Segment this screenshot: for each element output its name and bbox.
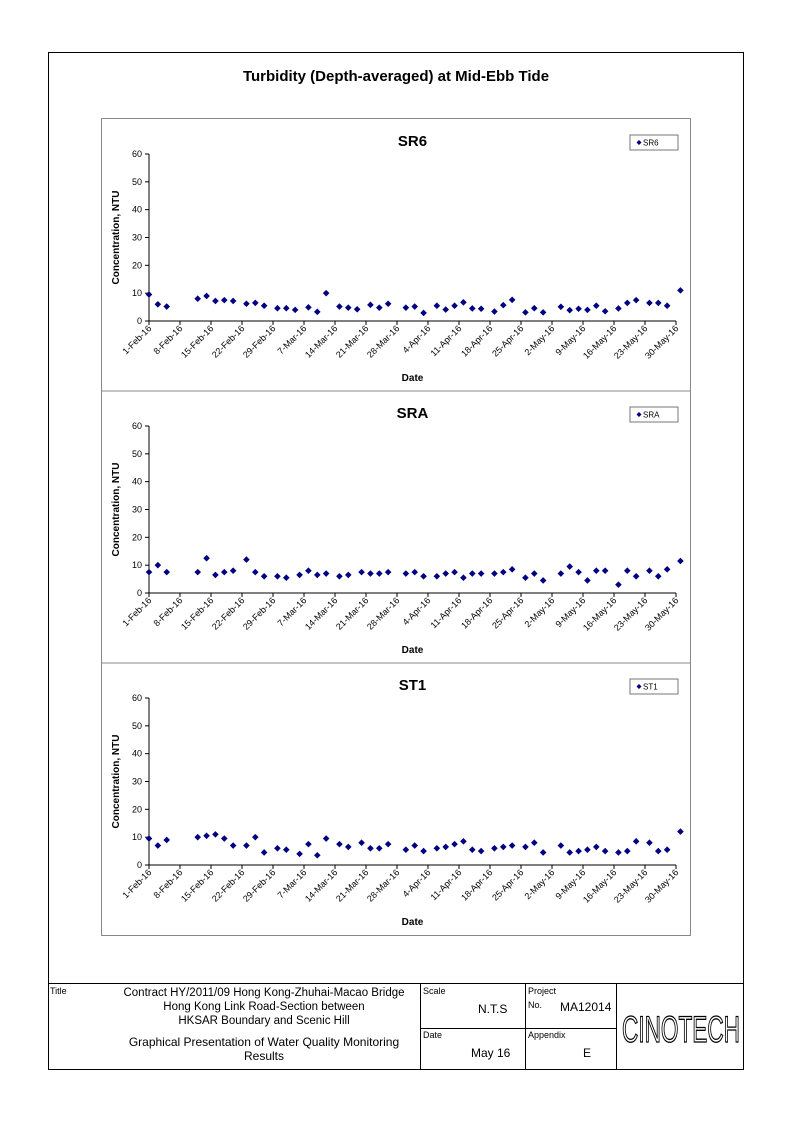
data-point <box>194 834 201 841</box>
data-point <box>677 287 684 294</box>
y-tick-label: 30 <box>131 776 142 787</box>
data-point <box>584 307 591 314</box>
data-point <box>376 570 383 577</box>
data-point <box>500 569 507 576</box>
x-tick-label: 1-Feb-16 <box>120 595 154 629</box>
data-point <box>522 574 529 581</box>
x-tick-label: 18-Apr-16 <box>459 323 495 359</box>
data-point <box>274 845 281 852</box>
chart-st1 <box>102 663 690 928</box>
data-point <box>566 849 573 856</box>
x-tick-label: 21-Mar-16 <box>333 867 371 904</box>
data-point <box>500 844 507 851</box>
data-point <box>305 567 312 574</box>
y-tick-label: 40 <box>131 476 142 487</box>
data-point <box>478 570 485 577</box>
data-point <box>403 304 410 311</box>
data-point <box>615 581 622 588</box>
x-tick-label: 22-Feb-16 <box>209 867 247 904</box>
x-tick-label: 9-May-16 <box>553 323 588 358</box>
x-tick-label: 18-Apr-16 <box>459 595 495 631</box>
y-tick-label: 10 <box>131 288 142 299</box>
data-point <box>261 302 268 309</box>
x-tick-label: 15-Feb-16 <box>178 867 216 904</box>
scale-value: N.T.S <box>478 1002 508 1016</box>
x-tick-label: 30-May-16 <box>642 595 681 633</box>
data-point <box>460 299 467 306</box>
data-point <box>434 573 441 580</box>
project-no-label: No. <box>528 1000 543 1010</box>
data-point <box>323 570 330 577</box>
data-point <box>442 306 449 313</box>
x-tick-label: 14-Mar-16 <box>302 595 340 632</box>
x-tick-label: 4-Apr-16 <box>400 867 433 900</box>
description-line: Results <box>243 1049 284 1063</box>
data-point <box>500 302 507 309</box>
date-value: May 16 <box>471 1046 511 1060</box>
chart-title: SRA <box>396 405 429 422</box>
chart-title: SR6 <box>397 133 428 150</box>
y-tick-label: 0 <box>136 316 142 326</box>
title-label: Title <box>50 986 67 996</box>
y-tick-label: 20 <box>131 804 142 815</box>
data-point <box>646 839 653 846</box>
x-tick-label: 2-May-16 <box>522 323 557 358</box>
x-tick-label: 14-Mar-16 <box>302 867 340 904</box>
y-tick-label: 40 <box>131 748 142 759</box>
y-tick-label: 20 <box>131 260 142 271</box>
x-tick-label: 23-May-16 <box>611 323 650 361</box>
y-tick-label: 40 <box>131 204 142 215</box>
x-tick-label: 1-Feb-16 <box>120 323 154 357</box>
scale-label: Scale <box>423 986 446 996</box>
x-tick-label: 29-Feb-16 <box>240 595 278 632</box>
logo-text: CINOTECH <box>622 1009 740 1050</box>
data-point <box>221 297 228 304</box>
data-point <box>323 290 330 297</box>
y-tick-label: 50 <box>131 448 142 459</box>
data-point <box>345 304 352 311</box>
x-tick-label: 15-Feb-16 <box>178 595 216 632</box>
data-point <box>540 309 547 316</box>
x-tick-label: 14-Mar-16 <box>302 323 340 360</box>
x-tick-label: 30-May-16 <box>642 867 681 905</box>
data-point <box>434 302 441 309</box>
y-tick-label: 0 <box>136 860 142 870</box>
data-point <box>155 301 162 308</box>
x-tick-label: 1-Feb-16 <box>120 867 154 901</box>
x-tick-label: 15-Feb-16 <box>178 323 216 360</box>
data-point <box>367 570 374 577</box>
y-tick-label: 30 <box>131 504 142 515</box>
data-point <box>469 305 476 312</box>
legend-label: SR6 <box>643 138 659 148</box>
data-point <box>451 569 458 576</box>
y-tick-label: 50 <box>131 720 142 731</box>
data-point <box>305 841 312 848</box>
data-point <box>531 570 538 577</box>
data-point <box>274 573 281 580</box>
x-tick-label: 11-Apr-16 <box>428 323 464 359</box>
data-point <box>566 563 573 570</box>
data-point <box>420 573 427 580</box>
appendix-label: Appendix <box>528 1030 566 1040</box>
data-point <box>163 569 170 576</box>
data-point <box>385 841 392 848</box>
data-point <box>633 297 640 304</box>
y-tick-label: 50 <box>131 176 142 187</box>
data-point <box>212 298 219 305</box>
y-axis-label: Concentration, NTU <box>111 734 122 829</box>
x-tick-label: 23-May-16 <box>611 867 650 905</box>
title-line: Hong Kong Link Road-Section between <box>163 1001 365 1013</box>
data-point <box>212 572 219 579</box>
charts-panel <box>101 118 691 936</box>
data-point <box>212 831 219 838</box>
x-tick-label: 22-Feb-16 <box>209 323 247 360</box>
data-point <box>646 567 653 574</box>
x-tick-label: 28-Mar-16 <box>364 867 402 904</box>
data-point <box>203 832 210 839</box>
data-point <box>283 305 290 312</box>
title-text <box>108 986 420 1028</box>
data-point <box>478 848 485 855</box>
x-tick-label: 16-May-16 <box>580 323 619 361</box>
data-point <box>230 298 237 305</box>
x-tick-label: 21-Mar-16 <box>333 595 371 632</box>
project-no-value: MA12014 <box>560 1000 612 1014</box>
data-point <box>615 305 622 312</box>
data-point <box>633 838 640 845</box>
data-point <box>491 570 498 577</box>
data-point <box>531 839 538 846</box>
x-tick-label: 25-Apr-16 <box>490 595 526 631</box>
y-tick-label: 30 <box>131 232 142 243</box>
data-point <box>442 844 449 851</box>
data-point <box>420 310 427 317</box>
data-point <box>558 304 565 311</box>
data-point <box>451 302 458 309</box>
data-point <box>261 573 268 580</box>
data-point <box>336 573 343 580</box>
data-point <box>314 572 321 579</box>
data-point <box>336 841 343 848</box>
data-point <box>336 303 343 310</box>
data-point <box>478 305 485 312</box>
x-tick-label: 29-Feb-16 <box>240 323 278 360</box>
data-point <box>442 570 449 577</box>
data-point <box>624 300 631 307</box>
data-point <box>403 570 410 577</box>
data-point <box>203 293 210 300</box>
data-point <box>367 302 374 309</box>
data-point <box>677 828 684 835</box>
x-tick-label: 29-Feb-16 <box>240 867 278 904</box>
data-point <box>345 844 352 851</box>
x-tick-label: 8-Feb-16 <box>151 323 185 357</box>
project-label: Project <box>528 986 557 996</box>
data-point <box>411 303 418 310</box>
x-tick-label: 25-Apr-16 <box>490 323 526 359</box>
chart-title: ST1 <box>398 677 427 694</box>
data-point <box>602 848 609 855</box>
data-point <box>558 842 565 849</box>
data-point <box>655 300 662 307</box>
data-point <box>593 567 600 574</box>
data-point <box>385 569 392 576</box>
data-point <box>203 555 210 562</box>
data-point <box>602 567 609 574</box>
data-point <box>460 574 467 581</box>
title-block <box>48 983 744 1070</box>
data-point <box>358 569 365 576</box>
data-point <box>602 308 609 315</box>
data-point <box>155 842 162 849</box>
x-tick-label: 21-Mar-16 <box>333 323 371 360</box>
data-point <box>531 305 538 312</box>
cinotech-logo <box>620 1000 742 1056</box>
data-point <box>451 841 458 848</box>
x-tick-label: 16-May-16 <box>580 595 619 633</box>
data-point <box>155 562 162 569</box>
data-point <box>509 297 516 304</box>
y-tick-label: 20 <box>131 532 142 543</box>
y-tick-label: 60 <box>131 149 142 159</box>
data-point <box>403 846 410 853</box>
data-point <box>296 851 303 858</box>
data-point <box>367 845 374 852</box>
data-point <box>243 842 250 849</box>
data-point <box>323 835 330 842</box>
data-point <box>664 566 671 573</box>
x-tick-label: 7-Mar-16 <box>275 323 309 357</box>
data-point <box>615 849 622 856</box>
data-point <box>469 570 476 577</box>
chart-sra <box>102 391 690 656</box>
data-point <box>296 572 303 579</box>
data-point <box>420 848 427 855</box>
x-tick-label: 7-Mar-16 <box>275 867 309 901</box>
chart-sr6 <box>111 133 684 384</box>
data-point <box>146 291 153 298</box>
data-point <box>664 846 671 853</box>
data-point <box>540 577 547 584</box>
data-point <box>575 848 582 855</box>
x-tick-label: 2-May-16 <box>522 867 557 902</box>
x-axis-label: Date <box>401 917 424 928</box>
data-point <box>274 305 281 312</box>
data-point <box>194 569 201 576</box>
data-point <box>491 845 498 852</box>
data-point <box>491 308 498 315</box>
x-tick-label: 9-May-16 <box>553 595 588 630</box>
x-tick-label: 7-Mar-16 <box>275 595 309 629</box>
x-axis-label: Date <box>401 373 424 384</box>
data-point <box>584 846 591 853</box>
x-tick-label: 8-Feb-16 <box>151 595 185 629</box>
data-point <box>593 302 600 309</box>
y-tick-label: 60 <box>131 693 142 703</box>
y-tick-label: 0 <box>136 588 142 598</box>
x-tick-label: 4-Apr-16 <box>400 323 433 356</box>
legend-label: ST1 <box>643 682 658 692</box>
data-point <box>593 844 600 851</box>
data-point <box>146 835 153 842</box>
data-point <box>252 569 259 576</box>
x-tick-label: 8-Feb-16 <box>151 867 185 901</box>
x-tick-label: 11-Apr-16 <box>428 867 464 903</box>
data-point <box>163 303 170 310</box>
data-point <box>376 304 383 311</box>
data-point <box>655 848 662 855</box>
data-point <box>522 844 529 851</box>
data-point <box>411 569 418 576</box>
data-point <box>146 569 153 576</box>
description-line: Graphical Presentation of Water Quality Monitoring <box>128 1035 400 1049</box>
data-point <box>509 566 516 573</box>
data-point <box>411 842 418 849</box>
data-point <box>385 300 392 307</box>
appendix-value: E <box>583 1046 592 1060</box>
data-point <box>664 302 671 309</box>
data-point <box>469 846 476 853</box>
data-point <box>540 849 547 856</box>
data-point <box>646 300 653 307</box>
data-point <box>677 558 684 565</box>
x-tick-label: 18-Apr-16 <box>459 867 495 903</box>
data-point <box>624 567 631 574</box>
charts-svg <box>102 119 690 935</box>
x-tick-label: 28-Mar-16 <box>364 595 402 632</box>
x-tick-label: 23-May-16 <box>611 595 650 633</box>
data-point <box>230 567 237 574</box>
data-point <box>252 300 259 307</box>
data-point <box>575 305 582 312</box>
page-title: Turbidity (Depth-averaged) at Mid-Ebb Tide <box>242 68 550 85</box>
data-point <box>243 300 250 307</box>
y-axis-label: Concentration, NTU <box>111 190 122 285</box>
data-point <box>252 834 259 841</box>
data-point <box>163 837 170 844</box>
data-point <box>345 572 352 579</box>
data-point <box>261 849 268 856</box>
x-tick-label: 22-Feb-16 <box>209 595 247 632</box>
data-point <box>221 835 228 842</box>
data-point <box>243 556 250 563</box>
data-point <box>558 570 565 577</box>
legend-label: SRA <box>643 410 660 420</box>
data-point <box>305 304 312 311</box>
y-tick-label: 10 <box>131 832 142 843</box>
x-tick-label: 2-May-16 <box>522 595 557 630</box>
data-point <box>575 569 582 576</box>
data-point <box>376 845 383 852</box>
x-tick-label: 11-Apr-16 <box>428 595 464 631</box>
data-point <box>354 306 361 313</box>
data-point <box>314 309 321 316</box>
x-axis-label: Date <box>401 645 424 656</box>
x-tick-label: 16-May-16 <box>580 867 619 905</box>
data-point <box>283 846 290 853</box>
y-tick-label: 10 <box>131 560 142 571</box>
data-point <box>230 842 237 849</box>
title-line: HKSAR Boundary and Scenic Hill <box>178 1015 350 1027</box>
y-axis-label: Concentration, NTU <box>111 462 122 557</box>
description-text <box>108 1035 420 1063</box>
date-label: Date <box>423 1030 443 1040</box>
data-point <box>194 295 201 302</box>
data-point <box>314 852 321 859</box>
x-tick-label: 25-Apr-16 <box>490 867 526 903</box>
data-point <box>460 838 467 845</box>
data-point <box>434 845 441 852</box>
data-point <box>633 573 640 580</box>
data-point <box>522 309 529 316</box>
x-tick-label: 30-May-16 <box>642 323 681 361</box>
data-point <box>566 307 573 314</box>
data-point <box>624 848 631 855</box>
x-tick-label: 9-May-16 <box>553 867 588 902</box>
data-point <box>655 573 662 580</box>
y-tick-label: 60 <box>131 421 142 431</box>
data-point <box>584 577 591 584</box>
data-point <box>292 307 299 314</box>
x-tick-label: 4-Apr-16 <box>400 595 433 628</box>
title-line: Contract HY/2011/09 Hong Kong-Zhuhai-Macao Bridge <box>123 987 405 999</box>
data-point <box>358 839 365 846</box>
data-point <box>509 842 516 849</box>
x-tick-label: 28-Mar-16 <box>364 323 402 360</box>
data-point <box>221 569 228 576</box>
data-point <box>283 574 290 581</box>
